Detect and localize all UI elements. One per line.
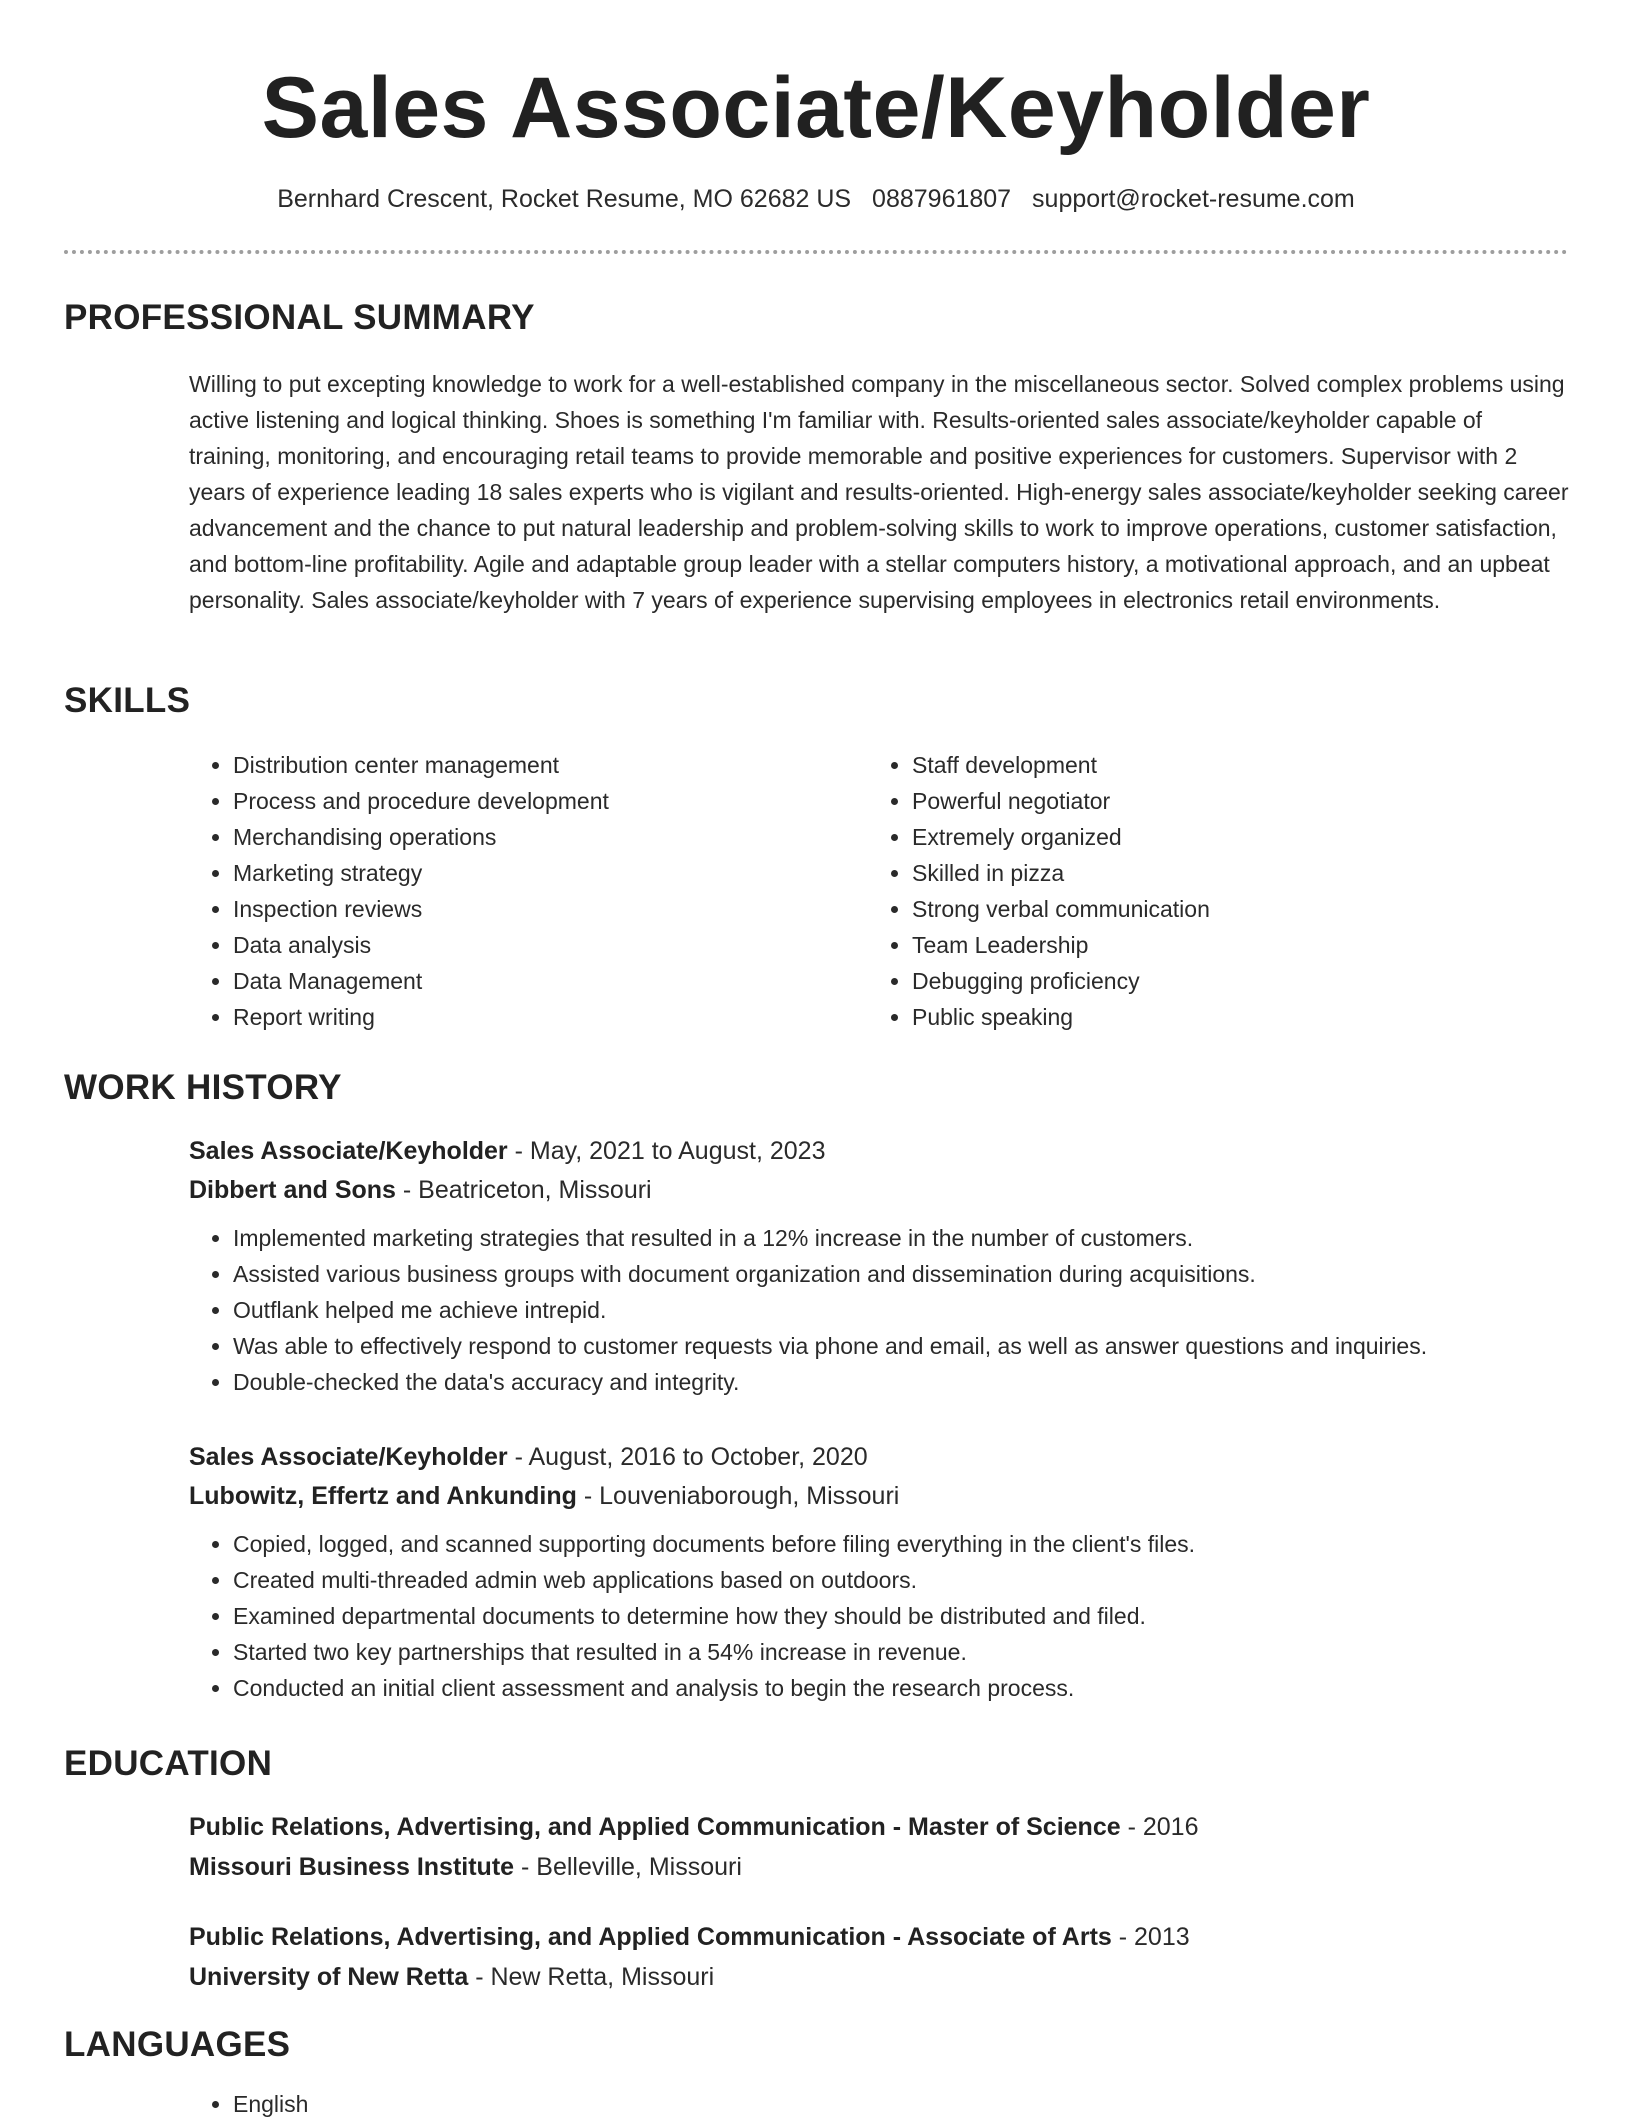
education-location: - New Retta, Missouri (468, 1963, 715, 1991)
job-location: - Beatriceton, Missouri (395, 1176, 652, 1204)
skills-right-column (868, 747, 1210, 1035)
job-bullet: • Double-checked the data's accuracy and integrity. (233, 1364, 1569, 1400)
job-bullet: • Implemented marketing strategies that resulted in a 12% increase in the number of customers. (233, 1220, 1569, 1256)
job-role: Sales Associate/Keyholder (189, 1443, 508, 1471)
education-school: University of New Retta (189, 1963, 469, 1991)
job-bullet: • Started two key partnerships that resulted in a 54% increase in revenue. (233, 1634, 1569, 1670)
education-school-line (189, 1957, 1569, 1997)
skill-item: • Data analysis (233, 927, 609, 963)
skill-item: • Strong verbal communication (912, 891, 1210, 927)
skill-item: • Public speaking (912, 999, 1210, 1035)
languages-list (189, 2086, 308, 2122)
job-bullet: • Examined departmental documents to determine how they should be distributed and filed. (233, 1598, 1569, 1634)
education-degree-line (189, 1917, 1569, 1957)
education-location: - Belleville, Missouri (514, 1853, 742, 1881)
job-company-line (189, 1171, 1569, 1210)
job-company: Dibbert and Sons (189, 1176, 396, 1204)
job-bullet: • Outflank helped me achieve intrepid. (233, 1292, 1569, 1328)
job-bullet: • Conducted an initial client assessment and analysis to begin the research process. (233, 1670, 1569, 1706)
education-entry (189, 1917, 1569, 1997)
skill-item: • Merchandising operations (233, 819, 609, 855)
education-degree-line (189, 1807, 1569, 1847)
education-school: Missouri Business Institute (189, 1853, 515, 1881)
skill-item: • Extremely organized (912, 819, 1210, 855)
job-location: - Louveniaborough, Missouri (576, 1482, 900, 1510)
summary-heading: PROFESSIONAL SUMMARY (64, 298, 535, 337)
work-heading: WORK HISTORY (64, 1068, 342, 1107)
languages-heading: LANGUAGES (64, 2025, 291, 2064)
skill-item: • Report writing (233, 999, 609, 1035)
skills-heading: SKILLS (64, 681, 191, 720)
skill-item: • Team Leadership (912, 927, 1210, 963)
education-year: - 2016 (1120, 1813, 1199, 1841)
education-heading: EDUCATION (64, 1744, 273, 1783)
skill-item: • Inspection reviews (233, 891, 609, 927)
job-bullets (189, 1220, 1569, 1400)
job-bullet: • Assisted various business groups with document organization and dissemination during acquisitions. (233, 1256, 1569, 1292)
contact-line (0, 182, 1632, 216)
skill-item: • Data Management (233, 963, 609, 999)
skills-left-column (189, 747, 609, 1035)
contact-phone: 0887961807 (872, 185, 1012, 213)
job-bullets (189, 1526, 1569, 1706)
job-bullet: • Was able to effectively respond to customer requests via phone and email, as well as answer questions and inquiries. (233, 1328, 1569, 1364)
education-year: - 2013 (1111, 1923, 1190, 1951)
language-item: • English (233, 2086, 308, 2122)
job-bullet: • Copied, logged, and scanned supporting documents before filing everything in the client's files. (233, 1526, 1569, 1562)
skill-item: • Distribution center management (233, 747, 609, 783)
job-dates: - August, 2016 to October, 2020 (507, 1443, 868, 1471)
header-divider (64, 250, 1568, 254)
skill-item: • Marketing strategy (233, 855, 609, 891)
contact-email: support@rocket-resume.com (1032, 185, 1355, 213)
job-role: Sales Associate/Keyholder (189, 1137, 508, 1165)
skill-item: • Staff development (912, 747, 1210, 783)
job-entry (189, 1132, 1569, 1400)
education-school-line (189, 1847, 1569, 1887)
job-entry (189, 1438, 1569, 1706)
job-bullet: • Created multi-threaded admin web applications based on outdoors. (233, 1562, 1569, 1598)
job-company-line (189, 1477, 1569, 1516)
skill-item: • Process and procedure development (233, 783, 609, 819)
job-title-line (189, 1438, 1569, 1477)
education-entry (189, 1807, 1569, 1887)
skill-item: • Debugging proficiency (912, 963, 1210, 999)
skill-item: • Skilled in pizza (912, 855, 1210, 891)
contact-address: Bernhard Crescent, Rocket Resume, MO 62682 US (277, 185, 852, 213)
job-title-line (189, 1132, 1569, 1171)
education-degree: Public Relations, Advertising, and Applied Communication - Associate of Arts (189, 1923, 1112, 1951)
job-dates: - May, 2021 to August, 2023 (507, 1137, 826, 1165)
job-company: Lubowitz, Effertz and Ankunding (189, 1482, 577, 1510)
education-degree: Public Relations, Advertising, and Applied Communication - Master of Science (189, 1813, 1121, 1841)
resume-name: Sales Associate/Keyholder (261, 60, 1371, 156)
skill-item: • Powerful negotiator (912, 783, 1210, 819)
summary-text: Willing to put excepting knowledge to work for a well-established company in the miscellaneous sector. Solved complex problems using active listening and logical thinking. Shoes is something I'm familiar with. Results-oriented sales associate/keyholder capable of training, monitoring, and encouraging retail teams to provide memorable and positive experiences for customers. Supervisor with 2 years of experience leading 18 sales experts who is vigilant and results-oriented. High-energy sales associate/keyholder seeking career advancement and the chance to put natural leadership and problem-solving skills to work to improve operations, customer satisfaction, and bottom-line profitability. Agile and adaptable group leader with a stellar computers history, a motivational approach, and an upbeat personality. Sales associate/keyholder with 7 years of experience supervising employees in electronics retail environments. (189, 371, 1569, 613)
